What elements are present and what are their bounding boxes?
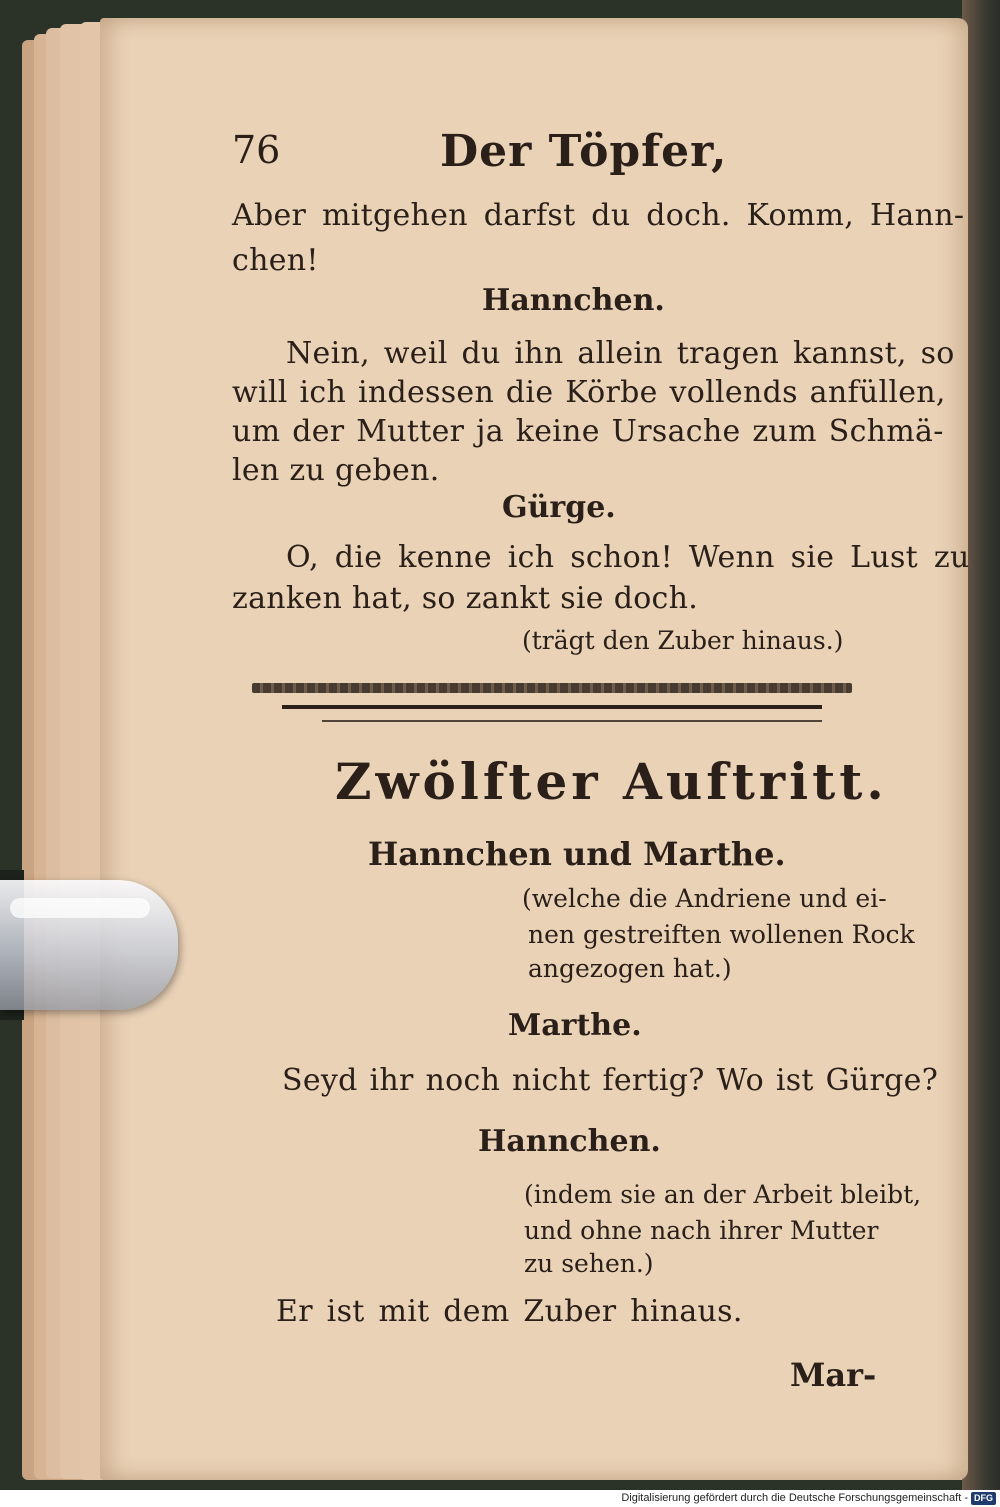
rule-line [282, 705, 822, 709]
stage-direction: nen gestreiften wollenen Rock [528, 920, 915, 949]
speaker-name: Hannchen. [478, 1124, 661, 1159]
speaker-name: Gürge. [502, 490, 616, 525]
text-line: Nein, weil du ihn allein tragen kannst, so [286, 336, 955, 371]
stage-direction: und ohne nach ihrer Mutter [524, 1216, 879, 1245]
rule-line [322, 720, 822, 722]
text-line: um der Mutter ja keine Ursache zum Schmä- [232, 414, 944, 449]
text-line: chen! [232, 243, 319, 278]
text-line: will ich indessen die Körbe vollends anfüllen, [232, 375, 946, 410]
stage-direction: (indem sie an der Arbeit bleibt, [524, 1180, 922, 1209]
stage-direction: zu sehen.) [524, 1249, 654, 1278]
scene-heading: Zwölfter Auftritt. [335, 752, 888, 811]
page-clip [0, 880, 178, 1010]
speaker-name: Hannchen. [482, 283, 665, 318]
catchword: Mar- [790, 1356, 877, 1394]
ornamental-rule [252, 683, 852, 693]
scene-characters: Hannchen und Marthe. [368, 835, 786, 873]
dfg-logo: DFG [971, 1492, 996, 1505]
digitization-footer [0, 1490, 1000, 1507]
text-line: O, die kenne ich schon! Wenn sie Lust zu [286, 540, 970, 575]
text-line: Er ist mit dem Zuber hinaus. [276, 1294, 743, 1329]
page-number: 76 [232, 128, 281, 172]
stage-direction: angezogen hat.) [528, 954, 732, 983]
speaker-name: Marthe. [508, 1008, 642, 1043]
footer-credit: Digitalisierung gefördert durch die Deutsche Forschungsgemeinschaft - [621, 1492, 968, 1504]
text-line: zanken hat, so zankt sie doch. [232, 581, 699, 616]
stage-direction: (welche die Andriene und ei- [522, 884, 887, 913]
text-line: Seyd ihr noch nicht fertig? Wo ist Gürge? [282, 1063, 939, 1098]
stage-direction: (trägt den Zuber hinaus.) [522, 626, 844, 655]
text-line: len zu geben. [232, 453, 440, 488]
text-line: Aber mitgehen darfst du doch. Komm, Hann- [232, 198, 965, 233]
running-title: Der Töpfer, [440, 126, 728, 177]
